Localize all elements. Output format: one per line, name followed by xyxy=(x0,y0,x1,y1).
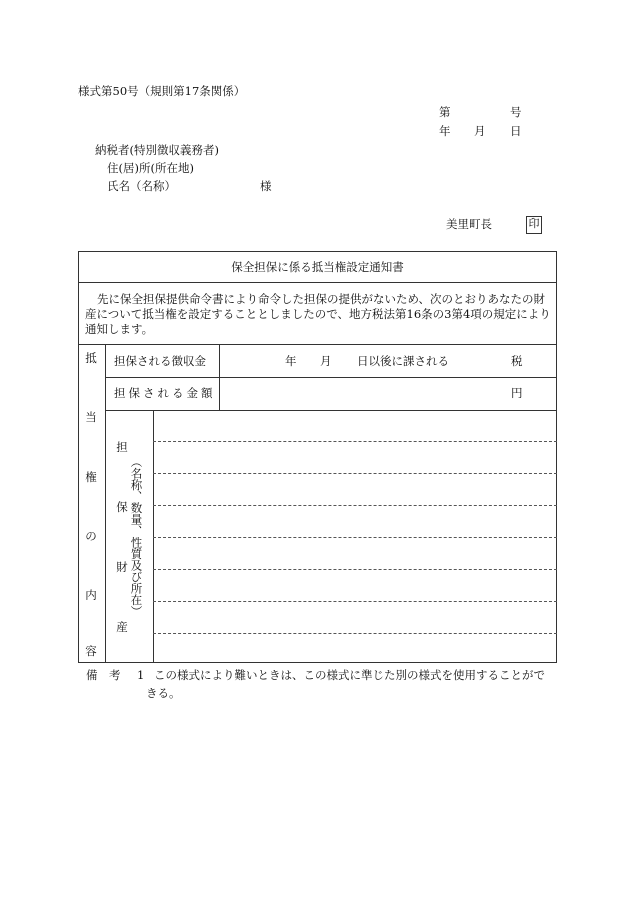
number-suffix: 号 xyxy=(510,105,522,119)
notice-body: 先に保全担保提供命令書により命令した担保の提供がないため、次のとおりあなたの財産について抵当権を設定することとしましたので、地方税法第16条の3第4項の規定により通知します。 xyxy=(85,292,551,336)
property-line xyxy=(153,569,557,570)
property-line xyxy=(153,473,557,474)
section-label-char: 内 xyxy=(85,588,97,602)
row-divider xyxy=(105,410,557,411)
collection-tax: 税 xyxy=(511,354,523,368)
property-sublabel: （名称、数量、性質及び所在） xyxy=(129,456,144,617)
property-line xyxy=(153,601,557,602)
taxpayer-label: 納税者(特別徴収義務者) xyxy=(95,143,219,157)
section-label-char: 当 xyxy=(85,410,97,424)
collection-day-text: 日以後に課される xyxy=(357,354,449,368)
property-line xyxy=(153,537,557,538)
property-line xyxy=(153,505,557,506)
amount-unit: 円 xyxy=(511,386,523,400)
number-prefix: 第 xyxy=(439,105,451,119)
collection-year: 年 xyxy=(285,354,297,368)
title-divider xyxy=(78,282,557,283)
notes-text-line1: この様式により難いときは、この様式に準じた別の様式を使用することがで xyxy=(154,668,545,682)
honorific: 様 xyxy=(260,179,272,193)
section-label-char: 権 xyxy=(85,470,97,484)
row-divider xyxy=(105,377,557,378)
date-day: 日 xyxy=(510,124,522,138)
notes-number: 1 xyxy=(137,668,145,682)
address-label: 住(居)所(所在地) xyxy=(107,161,194,175)
date-month: 月 xyxy=(474,124,486,138)
notes-text-line2: きる。 xyxy=(146,686,181,700)
property-label-char: 財 xyxy=(116,560,128,574)
section-label-char: の xyxy=(85,529,97,543)
property-line xyxy=(153,633,557,634)
section-label-char: 抵 xyxy=(85,351,97,365)
notes-label: 備 考 xyxy=(86,668,121,682)
form-label: 様式第50号（規則第17条関係） xyxy=(78,84,246,98)
property-label-char: 産 xyxy=(116,620,128,634)
property-label-char: 保 xyxy=(116,500,128,514)
body-divider xyxy=(78,344,557,345)
collection-label: 担保される徴収金 xyxy=(114,354,206,368)
date-year: 年 xyxy=(439,124,451,138)
section-column-divider xyxy=(105,344,106,663)
property-label-char: 担 xyxy=(116,440,128,454)
property-line xyxy=(153,441,557,442)
name-label: 氏名（名称） xyxy=(107,179,176,193)
collection-month: 月 xyxy=(320,354,332,368)
issuer-title: 美里町長 xyxy=(446,217,492,231)
section-label-char: 容 xyxy=(85,644,97,658)
document-title: 保全担保に係る抵当権設定通知書 xyxy=(231,260,404,274)
issuer-seal: 印 xyxy=(526,216,542,234)
amount-label: 担保される金額 xyxy=(114,386,216,400)
